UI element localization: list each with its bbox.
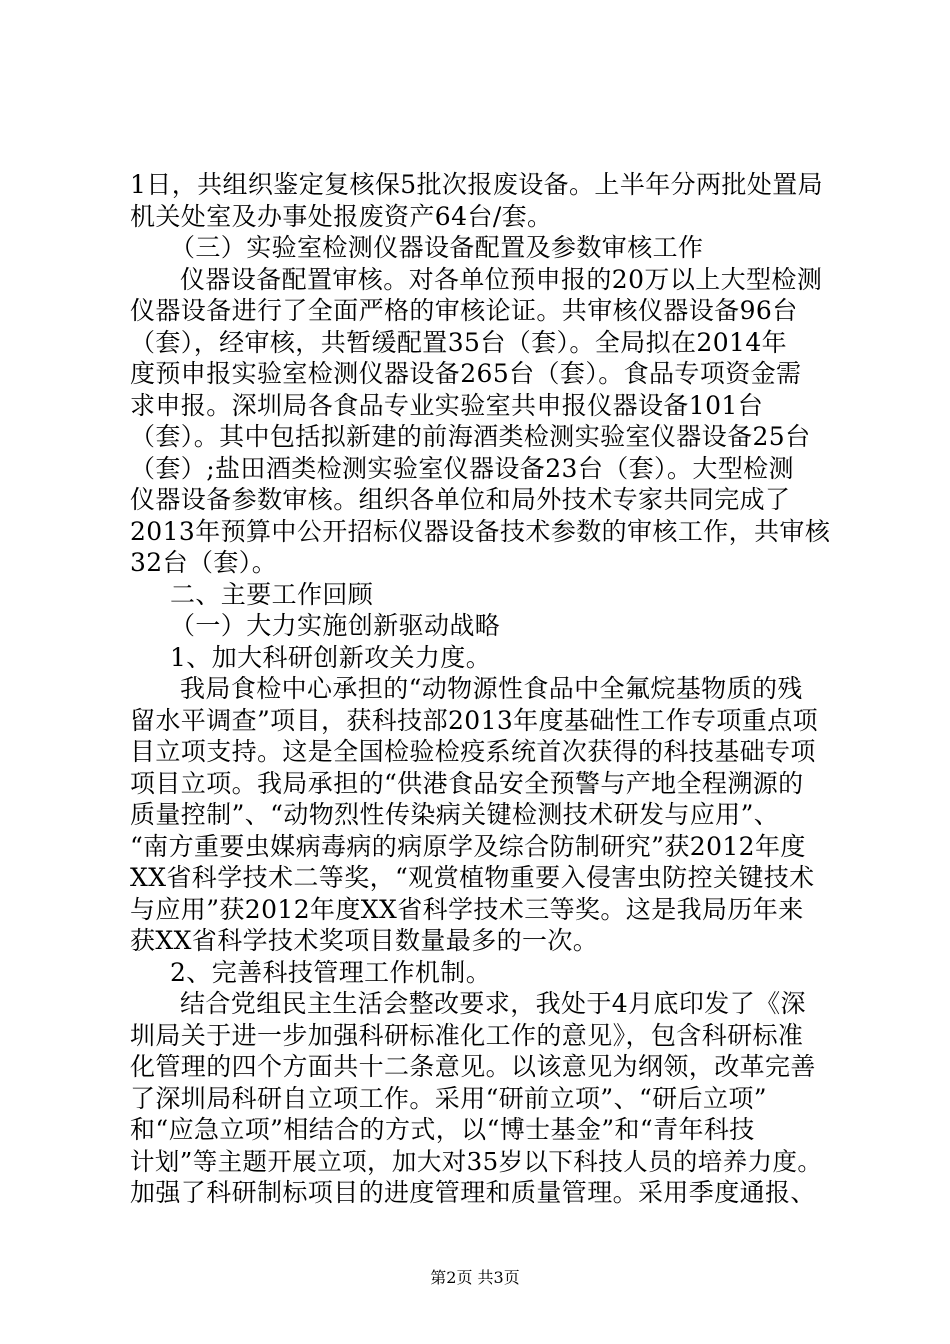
text-line: 计划”等主题开展立项，加大对35岁以下科技人员的培养力度。 — [130, 1146, 823, 1176]
text-line: 化管理的四个方面共十二条意见。以该意见为纲领，改革完善 — [130, 1052, 816, 1081]
paragraph-start: 结合党组民主生活会整改要求，我处于4月底印发了《深 — [180, 989, 806, 1018]
text-line: （套），经审核，共暂缓配置35台（套）。全局拟在2014年 — [130, 327, 788, 357]
text-line: （套）;盐田酒类检测实验室仪器设备23台（套）。大型检测 — [130, 453, 794, 483]
text-line: 与应用”获2012年度XX省科学技术三等奖。这是我局历年来 — [130, 894, 804, 924]
text-line: 求申报。深圳局各食品专业实验室共申报仪器设备101台 — [130, 390, 764, 420]
paragraph-start: 我局食检中心承担的“动物源性食品中全氟烷基物质的残 — [180, 674, 803, 703]
section-heading: 二、主要工作回顾 — [170, 579, 374, 609]
text-line: “南方重要虫媒病毒病的病原学及综合防制研究”获2012年度 — [130, 831, 806, 861]
text-line: （套）。其中包括拟新建的前海酒类检测实验室仪器设备25台 — [130, 422, 811, 451]
text-line: 加强了科研制标项目的进度管理和质量管理。采用季度通报、 — [130, 1178, 816, 1207]
subsection-heading: 1、加大科研创新攻关力度。 — [170, 642, 492, 672]
body-text — [130, 169, 830, 1209]
section-heading: （一）大力实施创新驱动战略 — [170, 611, 501, 640]
text-line: 圳局关于进一步加强科研标准化工作的意见》，包含科研标准 — [130, 1020, 804, 1050]
text-line: 项目立项。我局承担的“供港食品安全预警与产地全程溯源的 — [130, 768, 804, 798]
text-line: 和“应急立项”相结合的方式，以“博士基金”和“青年科技 — [130, 1115, 755, 1144]
page-footer — [0, 1268, 950, 1288]
section-heading: （三）实验室检测仪器设备配置及参数审核工作 — [170, 233, 704, 262]
text-line: 机关处室及办事处报废资产64台/套。 — [130, 201, 553, 231]
text-line: 度预申报实验室检测仪器设备265台（套）。食品专项资金需 — [130, 359, 802, 388]
subsection-heading: 2、完善科技管理工作机制。 — [170, 957, 492, 987]
text-line: 留水平调查”项目，获科技部2013年度基础性工作专项重点项 — [130, 705, 819, 735]
text-line: 32台（套）。 — [130, 548, 278, 577]
text-line: 目立项支持。这是全国检验检疫系统首次获得的科技基础专项 — [130, 737, 816, 766]
text-line: 获XX省科学技术奖项目数量最多的一次。 — [130, 926, 599, 955]
paragraph-start: 仪器设备配置审核。对各单位预申报的20万以上大型检测 — [180, 264, 823, 294]
text-line: 了深圳局科研自立项工作。采用“研前立项”、“研后立项” — [130, 1083, 767, 1113]
page-number-label: 第2页 共3页 — [430, 1268, 520, 1287]
text-line: XX省科学技术二等奖，“观赏植物重要入侵害虫防控关键技术 — [130, 863, 815, 892]
text-line: 仪器设备进行了全面严格的审核论证。共审核仪器设备96台 — [130, 296, 798, 325]
text-line: 2013年预算中公开招标仪器设备技术参数的审核工作，共审核 — [130, 516, 831, 546]
text-line: 1日，共组织鉴定复核保5批次报废设备。上半年分两批处置局 — [130, 170, 824, 199]
text-line: 质量控制”、“动物烈性传染病关键检测技术研发与应用”、 — [130, 800, 780, 829]
text-line: 仪器设备参数审核。组织各单位和局外技术专家共同完成了 — [130, 485, 791, 514]
